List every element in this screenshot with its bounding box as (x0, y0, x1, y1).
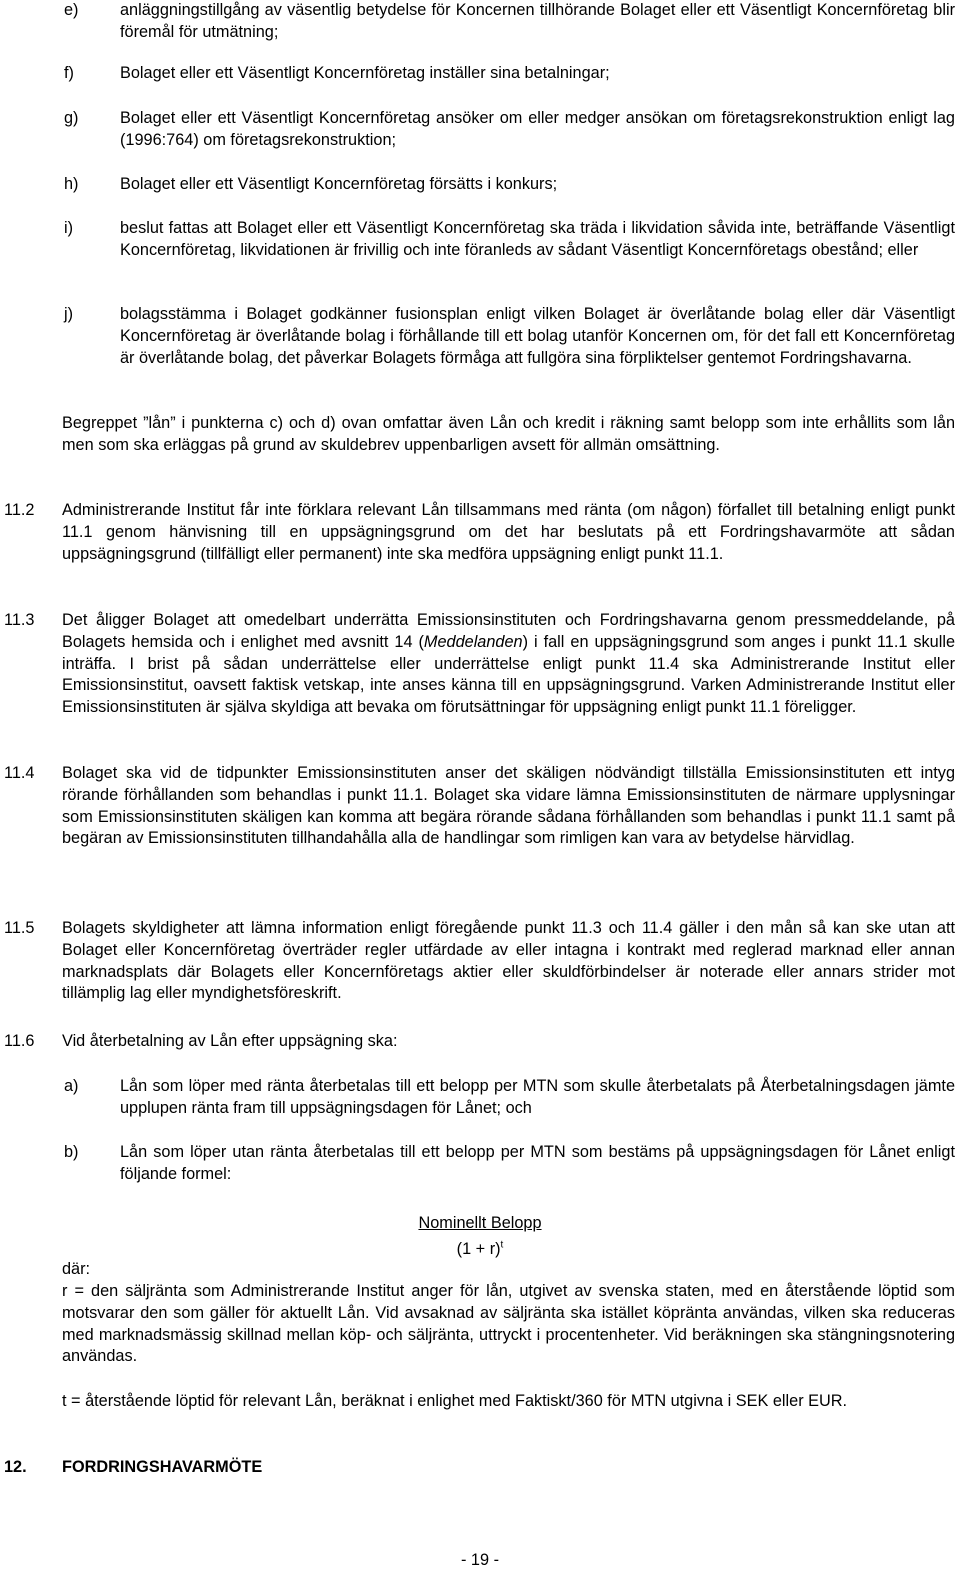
section-11-4 (4, 763, 955, 850)
formula-exponent: t (500, 1239, 504, 1251)
t-definition: t = återstående löptid för relevant Lån, beräknat i enlighet med Faktiskt/360 för MTN utgivna i SEK eller EUR. (62, 1392, 848, 1410)
section-11-3 (4, 610, 955, 719)
list-item-e (64, 0, 955, 44)
list-item-g (64, 108, 955, 152)
list-item-i (64, 218, 955, 262)
list-label: b) (64, 1143, 79, 1161)
section-number: 11.4 (4, 764, 35, 782)
list-text: Lån som löper utan ränta återbetalas till ett belopp per MTN som bestäms på uppsägningsdagen för Lånet enligt följande formel: (120, 1143, 955, 1183)
section-11-2 (4, 500, 955, 565)
section-text-part: ) i fall en uppsägningsgrund som anges i punkt 11.1 skulle inträffa. I brist på sådan underrättelse eller underrättelse enligt punkt 11.4 ska Administrerande Institut eller Emissionsinstitut, oavsett faktisk vetskap, inte anses känna till en uppsägningsgrund. Varken Administrerande Institut eller Emissionsinstituten är själva skyldiga att bevaka om förutsättningar för uppsägning enligt punkt 11.1 föreligger. (62, 632, 956, 717)
section-heading-12 (4, 1458, 262, 1477)
formula-numerator-text: Nominellt Belopp (418, 1214, 542, 1232)
list-label: f) (64, 64, 74, 82)
list-text: Bolaget eller ett Väsentligt Koncernföretag försätts i konkurs; (120, 175, 558, 193)
dar-label: där: (62, 1260, 91, 1278)
section-number: 11.5 (4, 919, 35, 937)
section-text: Bolaget ska vid de tidpunkter Emissionsinstituten anser det skäligen nödvändigt tillställa Emissionsinstituten ett intyg rörande förhållanden som behandlas i punkt 11.1. Bolaget ska vidare lämna Emissionsinstituten de närmare upplysningar som Emissionsinstituten skäligen kan komma att begära rörande sådana förhållanden som behandlas i punkt 11.1 samt på begäran av Emissionsinstituten tillhandahålla alla de handlingar som rimligen kan vara av betydelse härvidlag. (62, 764, 955, 848)
formula-denominator-text: (1 + r) (456, 1240, 501, 1258)
list-item-j (64, 304, 955, 369)
list-item-h (64, 174, 955, 196)
list-text: Bolaget eller ett Väsentligt Koncernföretag inställer sina betalningar; (120, 64, 610, 82)
list-text: bolagsstämma i Bolaget godkänner fusionsplan enligt vilken Bolaget är överlåtande bolag eller där Väsentligt Koncernföretag är överlåtande bolag i förhållande till ett bolag utanför Koncernen om, för det fall ett Koncernföretag är överlåtande bolag, det påverkar Bolagets förmåga att fullgöra sina förpliktelser gentemot Fordringshavarna. (120, 305, 955, 367)
section-text: Vid återbetalning av Lån efter uppsägning ska: (62, 1032, 398, 1050)
section-text-part: Det åligger Bolaget att omedelbart underrätta Emissionsinstituten och Fordringshavarna genom pressmeddelande, på Bolagets hemsida och i enlighet med avsnitt 14 ( (62, 611, 955, 651)
r-definition: r = den säljränta som Administrerande Institut anger för lån, utgivet av svenska staten, med en återstående löptid som motsvarar den som gäller för aktuellt Lån. Vid avsaknad av säljränta ska istället köpränta användas, vilken ska reduceras med marknadsmässig skillnad mellan köp- och säljränta, uttryckt i procentenheter. Vid beräkningen ska stängningsnotering användas. (62, 1282, 955, 1366)
page-number: - 19 - (460, 1551, 499, 1569)
section-11-6 (4, 1031, 955, 1053)
section-text (62, 610, 955, 719)
section-number: 11.2 (4, 501, 35, 519)
list-label: h) (64, 175, 79, 193)
list-item-f (64, 63, 955, 85)
section-number: 11.6 (4, 1032, 35, 1050)
list-label: j) (64, 305, 74, 323)
formula-denominator (0, 1238, 960, 1260)
list-text: Bolaget eller ett Väsentligt Koncernföretag ansöker om eller medger ansökan om företagsrekonstruktion enligt lag (1996:764) om företagsrekonstruktion; (120, 109, 955, 149)
list-item-b (64, 1142, 955, 1186)
list-item-a (64, 1076, 955, 1120)
section-text: Bolagets skyldigheter att lämna information enligt föregående punkt 11.3 och 11.4 gäller i den mån så kan ske utan att Bolaget eller Koncernföretag överträder regler utfärdade av eller intagna i kontrakt med reglerad marknad eller annan marknadsplats där Bolagets eller Koncernföretags aktier eller skuldförbindelser är noterade eller annars strider mot tillämplig lag eller myndighetsföreskrift. (62, 919, 955, 1003)
section-number: 11.3 (4, 611, 35, 629)
list-label: i) (64, 219, 74, 237)
list-text: Lån som löper med ränta återbetalas till ett belopp per MTN som skulle återbetalats på Återbetalningsdagen jämte upplupen ränta fram till uppsägningsdagen för Lånet; och (120, 1077, 955, 1117)
formula-numerator (0, 1212, 960, 1234)
begreppet-paragraph: Begreppet ”lån” i punkterna c) och d) ovan omfattar även Lån och kredit i räkning samt belopp som inte erhållits som lån men som ska erläggas på grund av skuldebrev uppenbarligen avsett för allmän omsättning. (62, 414, 955, 454)
list-label: e) (64, 1, 79, 19)
list-label: a) (64, 1077, 79, 1095)
section-text: Administrerande Institut får inte förklara relevant Lån tillsammans med ränta (om någon) förfallet till betalning enligt punkt 11.1 genom hänvisning till en uppsägningsgrund om det har beslutats på ett Fordringshavarmöte att sådan uppsägningsgrund (tillfälligt eller permanent) inte ska medföra uppsägning enligt punkt 11.1. (62, 501, 955, 563)
heading-number: 12. (4, 1458, 27, 1476)
heading-title: FORDRINGSHAVARMÖTE (62, 1458, 263, 1476)
list-label: g) (64, 109, 79, 127)
list-text: anläggningstillgång av väsentlig betydelse för Koncernen tillhörande Bolaget eller ett Väsentligt Koncernföretag blir föremål för utmätning; (120, 1, 955, 41)
section-link-meddelanden: Meddelanden (423, 632, 523, 651)
list-text: beslut fattas att Bolaget eller ett Väsentligt Koncernföretag ska träda i likvidation såvida inte, beträffande Väsentligt Koncernföretag, likvidationen är frivillig och inte föranleds av sådant Väsentligt Koncernföretags obestånd; eller (120, 219, 955, 259)
section-11-5 (4, 918, 955, 1005)
